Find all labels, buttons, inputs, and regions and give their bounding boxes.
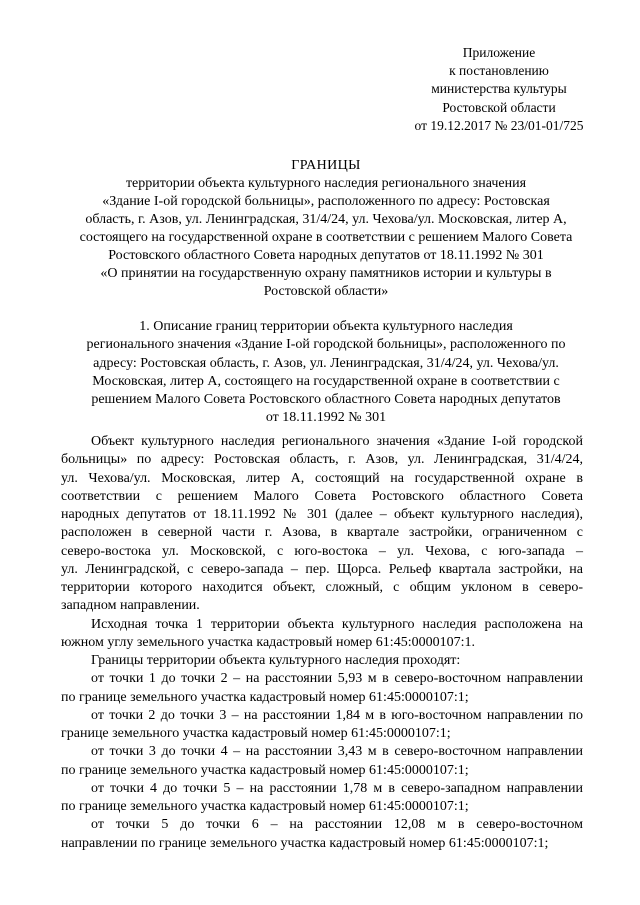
body-line: по границе земельного участка кадастровый номер 61:45:0000107:1;	[61, 799, 469, 814]
body-line: южном углу земельного участка кадастровый номер 61:45:0000107:1.	[61, 634, 475, 650]
section-line: Московская, литер А, состоящего на государственной охране в соответствии с	[92, 373, 560, 389]
section-line: адресу: Ростовская область, г. Азов, ул. Ленинградская, 31/4/24, ул. Чехова/ул.	[93, 355, 559, 371]
section-heading	[70, 318, 582, 428]
body-line: соответствии с решением Малого Совета Ростовского областного Совета	[61, 488, 583, 504]
body-line: северо-востока ул. Московской, с юго-востока – ул. Чехова, с юго-запада –	[61, 543, 583, 559]
body-line: границе земельного участка кадастровый номер 61:45:0000107:1;	[61, 726, 451, 741]
appendix-line: министерства культуры	[431, 81, 567, 97]
title-heading: ГРАНИЦЫ	[291, 158, 361, 173]
title-line: территории объекта культурного наследия регионального значения	[125, 176, 527, 191]
section-line: 1. Описание границ территории объекта культурного наследия	[139, 319, 513, 334]
title-line: область, г. Азов, ул. Ленинградская, 31/4/24, ул. Чехова/ул. Московская, литер А,	[85, 212, 567, 227]
appendix-line: от 19.12.2017 № 23/01-01/725	[414, 117, 584, 133]
body-line: от точки 2 до точки 3 – на расстоянии 1,84 м в юго-восточном направлении по	[91, 707, 583, 723]
body-line: от точки 1 до точки 2 – на расстоянии 5,93 м в северо-восточном направлении	[91, 671, 583, 687]
body-line: по границе земельного участка кадастровый номер 61:45:0000107:1;	[61, 762, 469, 778]
section-line: от 18.11.1992 № 301	[265, 410, 387, 426]
appendix-block	[400, 44, 598, 135]
body-line: расположен в северной части г. Азова, в квартале застройки, ограниченном с	[61, 525, 583, 541]
section-line: решением Малого Совета Ростовского областного Совета народных депутатов	[91, 392, 561, 408]
title-line: состоящего на государственной охране в соответствии с решением Малого Совета	[79, 230, 573, 245]
body-line: ул. Чехова/ул. Московская, литер А, состоящий на государственной охране в	[61, 470, 583, 486]
body-line: от точки 5 до точки 6 – на расстоянии 12,08 м в северо-восточном	[91, 817, 583, 833]
title-line: Ростовского областного Совета народных депутатов от 18.11.1992 № 301	[108, 248, 544, 263]
body-line: от точки 4 до точки 5 – на расстоянии 1,78 м в северо-западном направлении	[91, 780, 583, 796]
document-title	[70, 157, 582, 301]
body-line: народных депутатов от 18.11.1992 № 301 (далее – объект культурного наследия),	[61, 507, 583, 522]
appendix-line: Ростовской области	[442, 99, 556, 115]
appendix-line: к постановлению	[449, 63, 549, 79]
body-line: по границе земельного участка кадастровый номер 61:45:0000107:1;	[61, 689, 469, 705]
body-line: от точки 3 до точки 4 – на расстоянии 3,43 м в северо-восточном направлении	[91, 744, 583, 760]
title-line: «О принятии на государственную охрану памятников истории и культуры в	[100, 266, 552, 281]
title-line: Ростовской области»	[263, 284, 389, 299]
body-line: направлении по границе земельного участка кадастровый номер 61:45:0000107:1;	[61, 835, 549, 851]
appendix-line: Приложение	[462, 45, 536, 60]
body-text	[61, 433, 583, 853]
section-line: регионального значения «Здание I-ой городской больницы», расположенного по	[86, 337, 566, 353]
body-line: Объект культурного наследия регионального значения «Здание I-ой городской	[91, 434, 583, 449]
body-line: Границы территории объекта культурного наследия проходят:	[91, 653, 461, 668]
body-line: Исходная точка 1 территории объекта культурного наследия расположена на	[91, 616, 583, 632]
body-line: ул. Ленинградской, с северо-запада – пер. Щорса. Рельеф квартала застройки, на	[61, 561, 583, 577]
title-line: «Здание I-ой городской больницы», расположенного по адресу: Ростовская	[102, 194, 550, 209]
body-line: территории которого находится объект, сложный, с общим уклоном в северо-	[61, 580, 583, 595]
body-line: западном направлении.	[61, 598, 200, 614]
body-line: больницы» по адресу: Ростовская область, г. Азов, ул. Ленинградская, 31/4/24,	[61, 452, 583, 468]
